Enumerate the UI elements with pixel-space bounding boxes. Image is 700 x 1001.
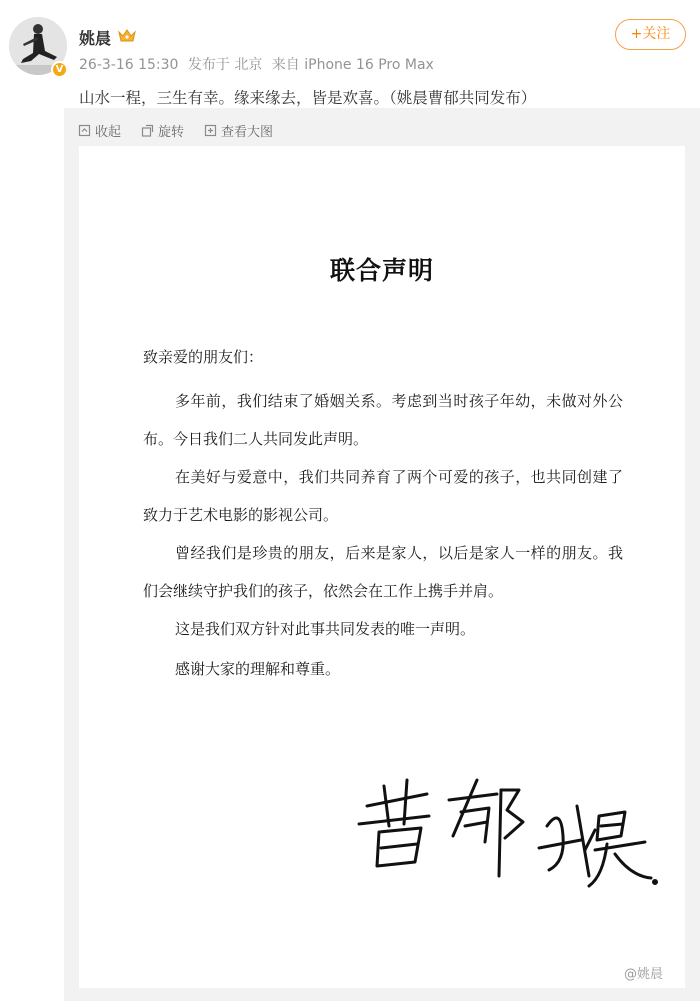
view-large-label: 查看大图: [221, 124, 274, 140]
handwritten-signature: [349, 766, 659, 896]
media-panel: [64, 108, 700, 1001]
letter-paragraph: 在美好与爱意中，我们共同养育了两个可爱的孩子，也共同创建了致力于艺术电影的影视公司。: [143, 468, 623, 524]
letter-paragraph: 这是我们双方针对此事共同发表的唯一声明。: [175, 620, 476, 638]
post-timestamp[interactable]: 26-3-16 15:30: [79, 57, 179, 73]
rotate-button[interactable]: [141, 122, 184, 138]
post-location: 发布于 北京: [187, 57, 263, 73]
rotate-icon: [141, 124, 154, 137]
verified-badge-icon: V: [51, 61, 68, 78]
watermark: @姚晨: [623, 967, 663, 982]
view-large-icon: [204, 124, 217, 137]
letter-paragraph: 感谢大家的理解和尊重。: [175, 660, 341, 678]
post-text: 山水一程，三生有幸。缘来缘去，皆是欢喜。（姚晨曹郁共同发布）: [79, 89, 537, 107]
letter-greeting: 致亲爱的朋友们：: [143, 348, 264, 366]
post-header: [0, 0, 700, 82]
letter-title: 联合声明: [329, 256, 434, 285]
media-toolbar: [78, 122, 273, 138]
collapse-icon: [78, 124, 91, 137]
letter-paragraph: 曾经我们是珍贵的朋友，后来是家人，以后是家人一样的朋友。我们会继续守护我们的孩子，依然会在工作上携手并肩。: [143, 544, 623, 600]
rotate-label: 旋转: [158, 124, 185, 140]
crown-icon[interactable]: [118, 28, 136, 44]
collapse-button[interactable]: [78, 122, 121, 138]
view-large-button[interactable]: [204, 122, 273, 138]
follow-button[interactable]: +关注: [615, 19, 686, 50]
letter-paragraph: 多年前，我们结束了婚姻关系。考虑到当时孩子年幼，未做对外公布。今日我们二人共同发此声明。: [143, 392, 623, 448]
user-name[interactable]: 姚晨: [79, 29, 112, 48]
post-device: 来自 iPhone 16 Pro Max: [271, 57, 434, 73]
post-meta: [79, 54, 439, 74]
collapse-label: 收起: [95, 124, 122, 140]
statement-image[interactable]: [79, 146, 685, 988]
